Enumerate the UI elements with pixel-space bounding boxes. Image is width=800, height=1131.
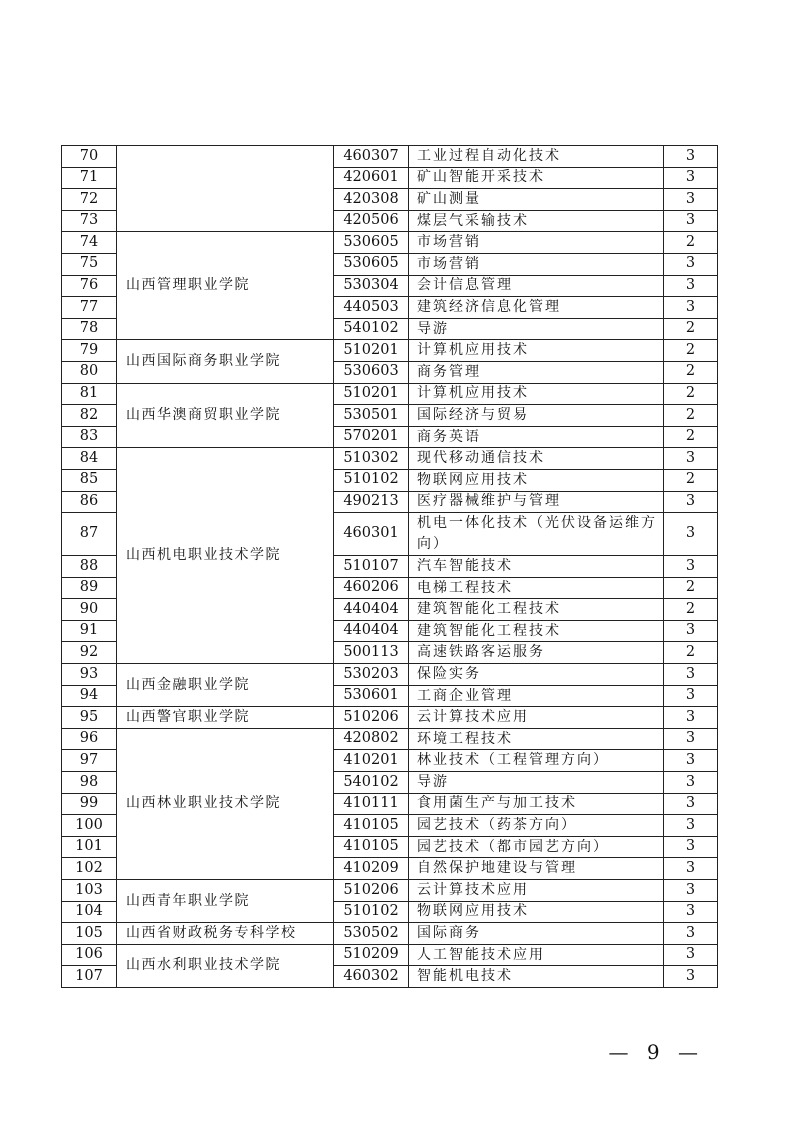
row-number-cell: 85: [62, 469, 117, 491]
study-years-cell: 3: [664, 189, 718, 211]
row-number-cell: 88: [62, 556, 117, 578]
major-code-cell: 460206: [334, 577, 409, 599]
table-row: [62, 923, 718, 945]
row-number-cell: 103: [62, 880, 117, 902]
major-name-cell: 建筑智能化工程技术: [409, 599, 664, 621]
major-code-cell: 420601: [334, 167, 409, 189]
row-number-cell: 87: [62, 513, 117, 556]
table-row: [62, 340, 718, 362]
table-row: [62, 146, 718, 168]
row-number-cell: 81: [62, 383, 117, 405]
major-code-cell: 530605: [334, 232, 409, 254]
major-name-cell: 市场营销: [409, 232, 664, 254]
page-number: — 9 —: [608, 1040, 704, 1064]
study-years-cell: 3: [664, 815, 718, 837]
major-code-cell: 440503: [334, 297, 409, 319]
major-name-cell: 国际经济与贸易: [409, 405, 664, 427]
major-code-cell: 540102: [334, 772, 409, 794]
study-years-cell: 3: [664, 167, 718, 189]
school-name-cell: 山西水利职业技术学院: [117, 944, 334, 987]
major-code-cell: 460302: [334, 966, 409, 988]
study-years-cell: 2: [664, 469, 718, 491]
row-number-cell: 75: [62, 253, 117, 275]
major-name-cell: 园艺技术（药茶方向）: [409, 815, 664, 837]
school-name-cell: 山西青年职业学院: [117, 880, 334, 923]
row-number-cell: 78: [62, 318, 117, 340]
major-code-cell: 530601: [334, 685, 409, 707]
major-code-cell: 410105: [334, 815, 409, 837]
table-row: [62, 232, 718, 254]
study-years-cell: 2: [664, 405, 718, 427]
study-years-cell: 2: [664, 577, 718, 599]
row-number-cell: 104: [62, 901, 117, 923]
study-years-cell: 2: [664, 383, 718, 405]
major-code-cell: 530501: [334, 405, 409, 427]
study-years-cell: 3: [664, 513, 718, 556]
major-code-cell: 410105: [334, 836, 409, 858]
study-years-cell: 3: [664, 707, 718, 729]
row-number-cell: 92: [62, 642, 117, 664]
major-name-cell: 矿山智能开采技术: [409, 167, 664, 189]
major-code-cell: 530603: [334, 361, 409, 383]
school-name-cell: 山西林业职业技术学院: [117, 728, 334, 879]
major-code-cell: 510201: [334, 340, 409, 362]
row-number-cell: 91: [62, 620, 117, 642]
study-years-cell: 3: [664, 858, 718, 880]
study-years-cell: 2: [664, 599, 718, 621]
table-row: [62, 383, 718, 405]
study-years-cell: 2: [664, 340, 718, 362]
table-row: [62, 664, 718, 686]
study-years-cell: 3: [664, 664, 718, 686]
major-name-cell: 计算机应用技术: [409, 383, 664, 405]
major-name-cell: 导游: [409, 772, 664, 794]
major-code-cell: 460307: [334, 146, 409, 168]
row-number-cell: 76: [62, 275, 117, 297]
school-name-cell: 山西管理职业学院: [117, 232, 334, 340]
row-number-cell: 99: [62, 793, 117, 815]
major-name-cell: 物联网应用技术: [409, 469, 664, 491]
study-years-cell: 2: [664, 318, 718, 340]
row-number-cell: 106: [62, 944, 117, 966]
study-years-cell: 3: [664, 685, 718, 707]
study-years-cell: 3: [664, 620, 718, 642]
study-years-cell: 3: [664, 556, 718, 578]
major-code-cell: 410111: [334, 793, 409, 815]
major-name-cell: 矿山测量: [409, 189, 664, 211]
row-number-cell: 90: [62, 599, 117, 621]
row-number-cell: 73: [62, 210, 117, 232]
major-code-cell: 530502: [334, 923, 409, 945]
study-years-cell: 3: [664, 253, 718, 275]
major-code-cell: 510102: [334, 901, 409, 923]
study-years-cell: 3: [664, 923, 718, 945]
study-years-cell: 3: [664, 448, 718, 470]
major-name-cell: 工商企业管理: [409, 685, 664, 707]
major-code-cell: 510206: [334, 880, 409, 902]
study-years-cell: 3: [664, 772, 718, 794]
major-code-cell: 420308: [334, 189, 409, 211]
major-name-cell: 医疗器械维护与管理: [409, 491, 664, 513]
row-number-cell: 107: [62, 966, 117, 988]
study-years-cell: 2: [664, 426, 718, 448]
major-name-cell: 食用菌生产与加工技术: [409, 793, 664, 815]
major-code-cell: 510209: [334, 944, 409, 966]
major-code-cell: 530304: [334, 275, 409, 297]
major-code-cell: 440404: [334, 620, 409, 642]
school-name-cell: 山西警官职业学院: [117, 707, 334, 729]
study-years-cell: 3: [664, 297, 718, 319]
major-name-cell: 物联网应用技术: [409, 901, 664, 923]
major-name-cell: 汽车智能技术: [409, 556, 664, 578]
row-number-cell: 84: [62, 448, 117, 470]
row-number-cell: 70: [62, 146, 117, 168]
table-body: [62, 146, 718, 988]
major-name-cell: 林业技术（工程管理方向）: [409, 750, 664, 772]
major-code-cell: 540102: [334, 318, 409, 340]
row-number-cell: 94: [62, 685, 117, 707]
major-code-cell: 530605: [334, 253, 409, 275]
row-number-cell: 100: [62, 815, 117, 837]
major-code-cell: 510206: [334, 707, 409, 729]
row-number-cell: 95: [62, 707, 117, 729]
major-name-cell: 云计算技术应用: [409, 707, 664, 729]
major-code-cell: 510302: [334, 448, 409, 470]
major-code-cell: 440404: [334, 599, 409, 621]
major-code-cell: 510107: [334, 556, 409, 578]
study-years-cell: 2: [664, 232, 718, 254]
school-name-cell: 山西华澳商贸职业学院: [117, 383, 334, 448]
study-years-cell: 3: [664, 966, 718, 988]
major-code-cell: 510102: [334, 469, 409, 491]
major-name-cell: 导游: [409, 318, 664, 340]
row-number-cell: 102: [62, 858, 117, 880]
admissions-table: [61, 145, 718, 988]
major-name-cell: 计算机应用技术: [409, 340, 664, 362]
row-number-cell: 82: [62, 405, 117, 427]
major-code-cell: 570201: [334, 426, 409, 448]
major-name-cell: 环境工程技术: [409, 728, 664, 750]
row-number-cell: 93: [62, 664, 117, 686]
row-number-cell: 105: [62, 923, 117, 945]
major-code-cell: 530203: [334, 664, 409, 686]
row-number-cell: 79: [62, 340, 117, 362]
major-name-cell: 建筑经济信息化管理: [409, 297, 664, 319]
row-number-cell: 86: [62, 491, 117, 513]
table-row: [62, 944, 718, 966]
row-number-cell: 96: [62, 728, 117, 750]
study-years-cell: 3: [664, 728, 718, 750]
major-name-cell: 自然保护地建设与管理: [409, 858, 664, 880]
row-number-cell: 72: [62, 189, 117, 211]
row-number-cell: 80: [62, 361, 117, 383]
major-name-cell: 人工智能技术应用: [409, 944, 664, 966]
study-years-cell: 3: [664, 491, 718, 513]
major-name-cell: 现代移动通信技术: [409, 448, 664, 470]
study-years-cell: 3: [664, 901, 718, 923]
major-name-cell: 市场营销: [409, 253, 664, 275]
school-name-cell: 山西机电职业技术学院: [117, 448, 334, 664]
major-name-cell: 商务英语: [409, 426, 664, 448]
study-years-cell: 3: [664, 275, 718, 297]
major-code-cell: 420506: [334, 210, 409, 232]
table-row: [62, 728, 718, 750]
major-name-cell: 机电一体化技术（光伏设备运维方向）: [409, 513, 664, 556]
study-years-cell: 3: [664, 750, 718, 772]
major-name-cell: 电梯工程技术: [409, 577, 664, 599]
row-number-cell: 74: [62, 232, 117, 254]
major-name-cell: 会计信息管理: [409, 275, 664, 297]
major-name-cell: 保险实务: [409, 664, 664, 686]
major-name-cell: 高速铁路客运服务: [409, 642, 664, 664]
row-number-cell: 98: [62, 772, 117, 794]
study-years-cell: 3: [664, 836, 718, 858]
study-years-cell: 3: [664, 880, 718, 902]
major-name-cell: 智能机电技术: [409, 966, 664, 988]
row-number-cell: 101: [62, 836, 117, 858]
table-row: [62, 448, 718, 470]
major-name-cell: 建筑智能化工程技术: [409, 620, 664, 642]
school-name-cell: 山西金融职业学院: [117, 664, 334, 707]
row-number-cell: 71: [62, 167, 117, 189]
study-years-cell: 3: [664, 944, 718, 966]
school-name-cell: 山西省财政税务专科学校: [117, 923, 334, 945]
major-name-cell: 煤层气采输技术: [409, 210, 664, 232]
major-code-cell: 410201: [334, 750, 409, 772]
study-years-cell: 2: [664, 642, 718, 664]
major-code-cell: 420802: [334, 728, 409, 750]
row-number-cell: 97: [62, 750, 117, 772]
major-name-cell: 园艺技术（都市园艺方向）: [409, 836, 664, 858]
major-name-cell: 云计算技术应用: [409, 880, 664, 902]
major-name-cell: 国际商务: [409, 923, 664, 945]
major-code-cell: 510201: [334, 383, 409, 405]
row-number-cell: 89: [62, 577, 117, 599]
major-code-cell: 410209: [334, 858, 409, 880]
study-years-cell: 3: [664, 146, 718, 168]
major-name-cell: 工业过程自动化技术: [409, 146, 664, 168]
study-years-cell: 3: [664, 210, 718, 232]
major-code-cell: 460301: [334, 513, 409, 556]
major-code-cell: 500113: [334, 642, 409, 664]
table-row: [62, 707, 718, 729]
row-number-cell: 77: [62, 297, 117, 319]
major-name-cell: 商务管理: [409, 361, 664, 383]
row-number-cell: 83: [62, 426, 117, 448]
school-name-cell: 山西国际商务职业学院: [117, 340, 334, 383]
school-name-cell: [117, 146, 334, 232]
study-years-cell: 2: [664, 361, 718, 383]
study-years-cell: 3: [664, 793, 718, 815]
major-code-cell: 490213: [334, 491, 409, 513]
table-row: [62, 880, 718, 902]
